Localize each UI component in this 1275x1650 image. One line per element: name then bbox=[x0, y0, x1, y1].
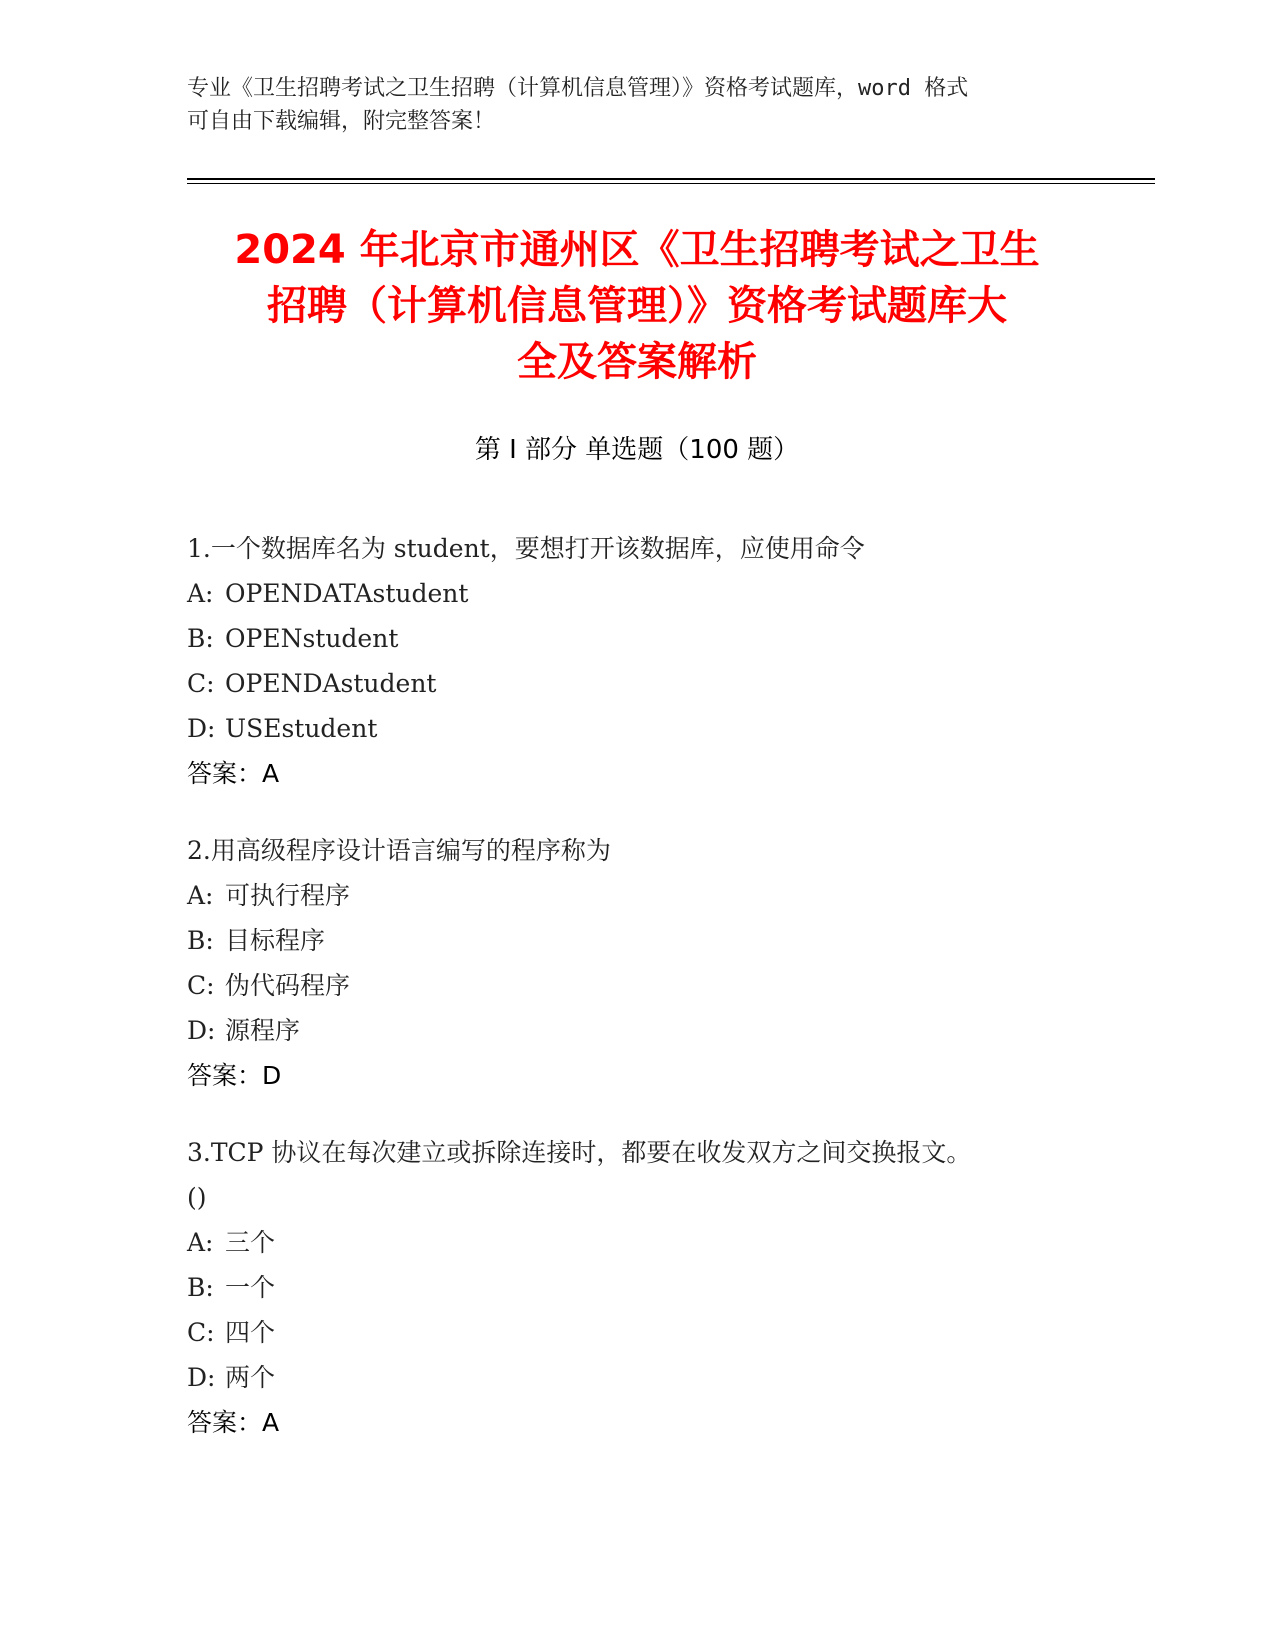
option-text: OPENstudent bbox=[225, 624, 399, 653]
question-stem: 2.用高级程序设计语言编写的程序称为 bbox=[187, 836, 611, 865]
option-c bbox=[187, 661, 1087, 706]
option-text: 源程序 bbox=[225, 1016, 301, 1045]
header-note-line-2: 可自由下载编辑，附完整答案！ bbox=[187, 109, 496, 134]
option-text: 三个 bbox=[225, 1228, 276, 1257]
header-note-line-1: 专业《卫生招聘考试之卫生招聘（计算机信息管理）》资格考试题库，word 格式 bbox=[187, 76, 969, 101]
option-d bbox=[187, 706, 1087, 751]
option-letter: B: bbox=[187, 926, 214, 955]
option-d bbox=[187, 1355, 1087, 1400]
option-letter: A: bbox=[187, 1228, 214, 1257]
option-text: 可执行程序 bbox=[225, 881, 351, 910]
option-letter: A: bbox=[187, 881, 214, 910]
option-c bbox=[187, 963, 1087, 1008]
header-divider-thin bbox=[187, 183, 1155, 184]
option-letter: C: bbox=[187, 669, 215, 698]
header-note bbox=[187, 72, 1067, 138]
option-text: 目标程序 bbox=[225, 926, 326, 955]
option-letter: B: bbox=[187, 1273, 214, 1302]
option-b bbox=[187, 918, 1087, 963]
question-stem: 3.TCP 协议在每次建立或拆除连接时，都要在收发双方之间交换报文。 bbox=[187, 1138, 972, 1167]
answer: 答案：D bbox=[187, 1061, 282, 1090]
option-a bbox=[187, 873, 1087, 918]
option-text: OPENDATAstudent bbox=[225, 579, 469, 608]
option-letter: D: bbox=[187, 1363, 216, 1392]
document-title-line-2: 招聘（计算机信息管理）》资格考试题库大 bbox=[267, 283, 1007, 329]
option-letter: B: bbox=[187, 624, 214, 653]
document-title-line-1: 2024 年北京市通州区《卫生招聘考试之卫生 bbox=[234, 227, 1040, 273]
question-stem-continuation: () bbox=[187, 1183, 207, 1212]
question-3 bbox=[187, 1130, 1087, 1445]
answer: 答案：A bbox=[187, 759, 280, 788]
option-text: 一个 bbox=[225, 1273, 276, 1302]
option-b bbox=[187, 1265, 1087, 1310]
option-letter: C: bbox=[187, 971, 215, 1000]
option-text: OPENDAstudent bbox=[225, 669, 437, 698]
option-letter: A: bbox=[187, 579, 214, 608]
option-text: 四个 bbox=[225, 1318, 276, 1347]
option-d bbox=[187, 1008, 1087, 1053]
option-text: 伪代码程序 bbox=[225, 971, 351, 1000]
option-a bbox=[187, 571, 1087, 616]
question-2 bbox=[187, 828, 1087, 1098]
header-divider-thick bbox=[187, 178, 1155, 180]
section-heading: 第 I 部分 单选题（100 题） bbox=[474, 435, 800, 465]
option-text: 两个 bbox=[225, 1363, 276, 1392]
document-title-line-3: 全及答案解析 bbox=[517, 339, 757, 385]
question-list bbox=[187, 526, 1087, 1477]
option-letter: D: bbox=[187, 714, 216, 743]
option-c bbox=[187, 1310, 1087, 1355]
option-letter: D: bbox=[187, 1016, 216, 1045]
question-stem: 1.一个数据库名为 student，要想打开该数据库，应使用命令 bbox=[187, 534, 865, 563]
option-text: USEstudent bbox=[225, 714, 378, 743]
option-letter: C: bbox=[187, 1318, 215, 1347]
option-a bbox=[187, 1220, 1087, 1265]
option-b bbox=[187, 616, 1087, 661]
document-title bbox=[187, 222, 1087, 390]
answer: 答案：A bbox=[187, 1408, 280, 1437]
question-1 bbox=[187, 526, 1087, 796]
